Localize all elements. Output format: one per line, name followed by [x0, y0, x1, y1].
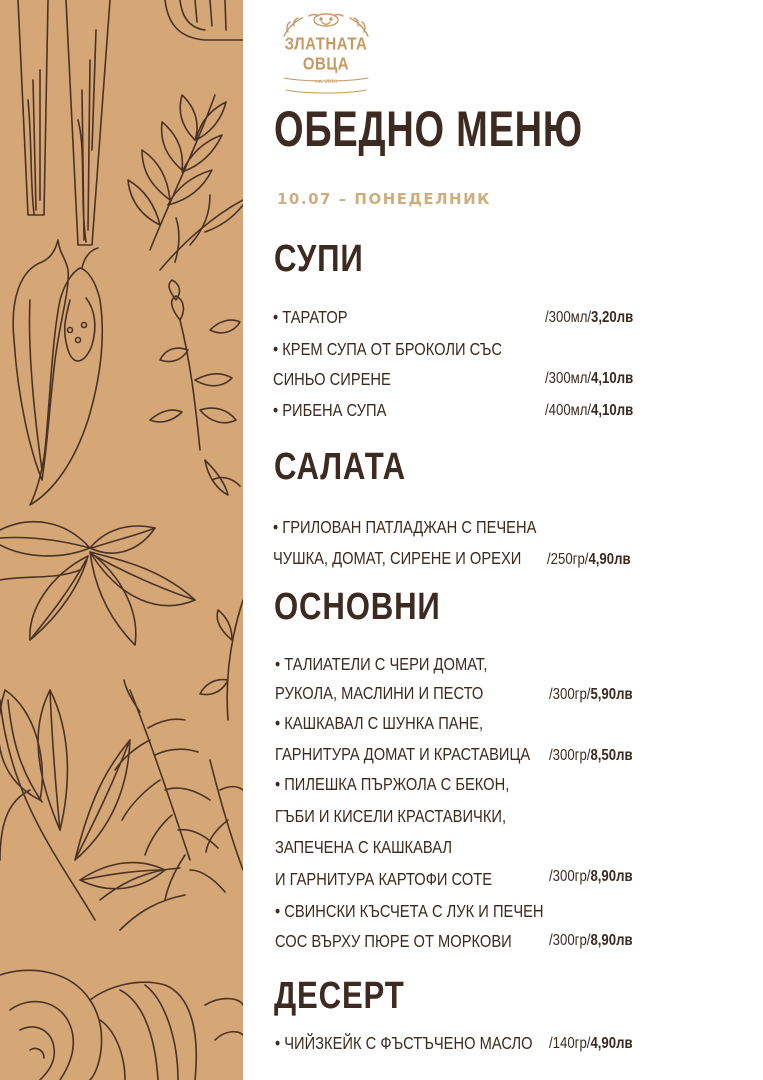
basil-leaf-icon [0, 522, 195, 645]
menu-item-line: • ЧИЙЗКЕЙК С ФЪСТЪЧЕНО МАСЛО [275, 1033, 533, 1053]
menu-item-line: • ПИЛЕШКА ПЪРЖОЛА С БЕКОН, [275, 774, 510, 794]
menu-item-price: /300гр/8,50лв [549, 747, 633, 764]
menu-item-price: /300гр/5,90лв [549, 686, 633, 703]
restaurant-logo [276, 6, 376, 94]
menu-item-price: /300гр/8,90лв [549, 932, 633, 949]
lemongrass-icon [18, 0, 110, 245]
menu-item-price: /300мл/3,20лв [545, 309, 634, 326]
menu-item-line: РУКОЛА, МАСЛИНИ И ПЕСТО [275, 683, 484, 703]
menu-date: 10.07 – ПОНЕДЕЛНИК [277, 190, 491, 208]
logo-established: est. 2016 [315, 79, 337, 85]
section-heading-soups: СУПИ [274, 238, 364, 280]
menu-item-price: /250гр/4,90лв [547, 551, 631, 568]
section-heading-dessert: ДЕСЕРТ [274, 975, 405, 1017]
parsley-icon [150, 280, 240, 495]
logo-name-line2: ОВЦА [302, 54, 350, 75]
dill-icon [100, 680, 243, 930]
menu-item-line: • ТАРАТОР [273, 307, 348, 327]
menu-item-line: • КРЕМ СУПА ОТ БРОКОЛИ СЪС [273, 339, 503, 359]
menu-item-line: • КАШКАВАЛ С ШУНКА ПАНЕ, [275, 713, 484, 733]
menu-item-line: • СВИНСКИ КЪСЧЕТА С ЛУК И ПЕЧЕН [275, 901, 544, 921]
menu-item-price: /300мл/4,10лв [545, 370, 634, 387]
wheat-icon [284, 18, 368, 36]
herb-illustration-panel [0, 0, 243, 1080]
section-heading-mains: ОСНОВНИ [274, 586, 441, 628]
menu-item-line: • РИБЕНА СУПА [273, 400, 387, 420]
menu-item-line: ЗАПЕЧЕНА С КАШКАВАЛ [275, 837, 453, 857]
menu-item-line: И ГАРНИТУРА КАРТОФИ СОТЕ [275, 869, 493, 889]
bay-leaf-icon [0, 690, 165, 920]
menu-item-line: СОС ВЪРХУ ПЮРЕ ОТ МОРКОВИ [275, 931, 512, 951]
menu-item-line: • ТАЛИАТЕЛИ С ЧЕРИ ДОМАТ, [275, 654, 488, 674]
menu-title: ОБЕДНО МЕНЮ [274, 101, 583, 157]
menu-item-line: СИНЬО СИРЕНЕ [273, 369, 391, 389]
herb-sprig-icon [128, 95, 243, 270]
menu-item-line: • ГРИЛОВАН ПАТЛАДЖАН С ПЕЧЕНА [273, 517, 537, 537]
menu-item-line: ЧУШКА, ДОМАТ, СИРЕНЕ И ОРЕХИ [273, 548, 522, 568]
logo-name-line1: ЗЛАТНАТА [284, 34, 368, 55]
chili-pepper-icon [13, 240, 102, 505]
jar-icon [165, 0, 243, 40]
menu-item-line: ГЪБИ И КИСЕЛИ КРАСТАВИЧКИ, [275, 806, 507, 826]
menu-item-price: /300гр/8,90лв [549, 868, 633, 885]
section-heading-salad: САЛАТА [274, 446, 406, 488]
sheep-icon [309, 14, 343, 26]
onion-icon [0, 970, 243, 1080]
herb-sprig-icon [200, 600, 243, 720]
menu-item-price: /140гр/4,90лв [549, 1035, 633, 1052]
menu-item-price: /400мл/4,10лв [545, 402, 634, 419]
menu-item-line: ГАРНИТУРА ДОМАТ И КРАСТАВИЦА [275, 744, 531, 764]
